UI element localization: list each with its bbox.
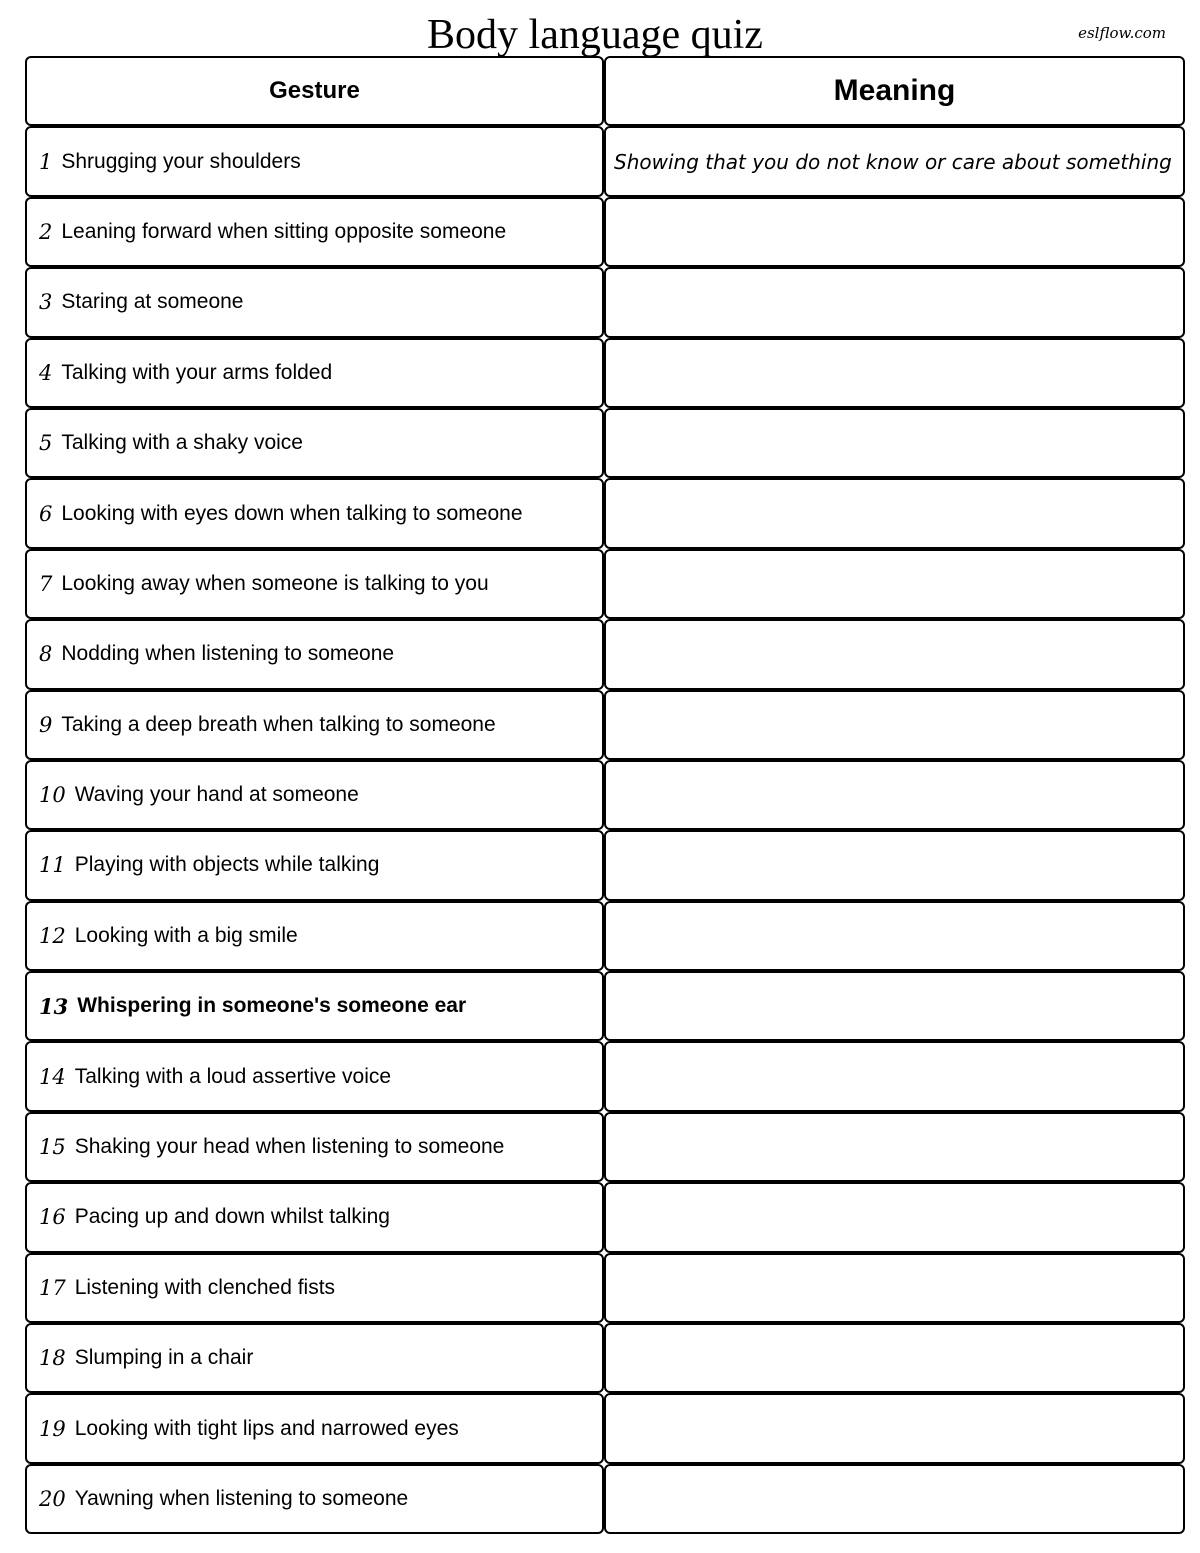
table-row — [25, 690, 1185, 760]
meaning-cell[interactable] — [604, 1112, 1185, 1182]
gesture-text: Looking away when someone is talking to you — [61, 571, 489, 595]
gesture-cell — [25, 1182, 604, 1252]
table-row — [25, 338, 1185, 408]
meaning-cell[interactable] — [604, 901, 1185, 971]
table-row — [25, 478, 1185, 548]
gesture-text: Listening with clenched fists — [74, 1275, 336, 1299]
gesture-text: Whispering in someone's someone ear — [77, 994, 467, 1018]
table-row — [25, 549, 1185, 619]
gesture-text: Looking with a big smile — [74, 923, 298, 947]
table-row — [25, 197, 1185, 267]
table-row — [25, 267, 1185, 337]
quiz-table — [25, 56, 1185, 1534]
table-row — [25, 1253, 1185, 1323]
item-number: 9 — [39, 712, 53, 737]
gesture-cell — [25, 549, 604, 619]
gesture-text: Talking with a shaky voice — [61, 431, 303, 455]
table-row — [25, 1393, 1185, 1463]
gesture-cell — [25, 1323, 604, 1393]
item-number: 2 — [39, 219, 53, 244]
gesture-cell — [25, 1464, 604, 1534]
table-row — [25, 1464, 1185, 1534]
item-number: 15 — [39, 1135, 66, 1160]
item-number: 3 — [39, 290, 53, 315]
gesture-cell — [25, 478, 604, 548]
meaning-cell[interactable] — [604, 690, 1185, 760]
gesture-text: Shrugging your shoulders — [61, 149, 301, 173]
meaning-cell[interactable] — [604, 478, 1185, 548]
table-row — [25, 1182, 1185, 1252]
gesture-cell — [25, 1393, 604, 1463]
gesture-text: Talking with your arms folded — [61, 360, 333, 384]
gesture-text: Yawning when listening to someone — [74, 1487, 409, 1510]
table-row — [25, 126, 1185, 196]
item-number: 11 — [39, 853, 66, 878]
gesture-cell — [25, 901, 604, 971]
item-number: 1 — [39, 149, 53, 174]
gesture-text: Leaning forward when sitting opposite someone — [61, 219, 507, 243]
item-number: 13 — [39, 993, 69, 1019]
gesture-text: Pacing up and down whilst talking — [74, 1205, 390, 1229]
gesture-text: Playing with objects while talking — [74, 853, 380, 877]
gesture-text: Waving your hand at someone — [74, 783, 359, 807]
item-number: 6 — [39, 501, 53, 526]
item-number: 5 — [39, 431, 53, 456]
gesture-cell — [25, 197, 604, 267]
item-number: 4 — [39, 360, 53, 385]
meaning-cell[interactable] — [604, 1464, 1185, 1534]
gesture-text: Taking a deep breath when talking to someone — [61, 712, 496, 736]
item-number: 18 — [39, 1346, 66, 1371]
meaning-cell[interactable] — [604, 760, 1185, 830]
site-watermark: eslflow.com — [1078, 24, 1166, 42]
table-row — [25, 901, 1185, 971]
item-number: 8 — [39, 642, 53, 667]
gesture-cell — [25, 619, 604, 689]
table-row — [25, 1112, 1185, 1182]
table-row — [25, 408, 1185, 478]
item-number: 16 — [39, 1205, 66, 1230]
gesture-cell — [25, 690, 604, 760]
gesture-cell — [25, 1112, 604, 1182]
meaning-cell[interactable] — [604, 197, 1185, 267]
meaning-cell[interactable] — [604, 1323, 1185, 1393]
table-row — [25, 1041, 1185, 1111]
meaning-cell[interactable] — [604, 267, 1185, 337]
gesture-text: Looking with eyes down when talking to someone — [61, 501, 523, 525]
gesture-text: Staring at someone — [61, 290, 244, 314]
meaning-cell[interactable] — [604, 338, 1185, 408]
meaning-cell[interactable] — [604, 1253, 1185, 1323]
meaning-cell[interactable] — [604, 1393, 1185, 1463]
table-row — [25, 619, 1185, 689]
item-number: 12 — [39, 923, 66, 948]
page-title: Body language quiz — [427, 12, 763, 58]
gesture-header: Gesture — [25, 56, 604, 126]
item-number: 20 — [39, 1487, 66, 1511]
gesture-cell — [25, 830, 604, 900]
table-row — [25, 830, 1185, 900]
gesture-cell — [25, 1253, 604, 1323]
meaning-cell[interactable] — [604, 1041, 1185, 1111]
meaning-cell[interactable] — [604, 408, 1185, 478]
meaning-cell[interactable] — [604, 830, 1185, 900]
table-row — [25, 971, 1185, 1041]
table-row — [25, 1323, 1185, 1393]
gesture-cell — [25, 1041, 604, 1111]
gesture-text: Nodding when listening to someone — [61, 642, 395, 666]
gesture-cell — [25, 971, 604, 1041]
gesture-text: Talking with a loud assertive voice — [74, 1064, 392, 1088]
item-number: 14 — [39, 1064, 66, 1089]
gesture-cell — [25, 760, 604, 830]
gesture-cell — [25, 338, 604, 408]
item-number: 17 — [39, 1275, 66, 1300]
meaning-cell[interactable] — [604, 1182, 1185, 1252]
gesture-cell — [25, 267, 604, 337]
header-row — [25, 56, 1185, 126]
gesture-text: Shaking your head when listening to someone — [74, 1135, 505, 1159]
meaning-cell[interactable] — [604, 549, 1185, 619]
table-row — [25, 760, 1185, 830]
item-number: 7 — [39, 571, 53, 596]
item-number: 19 — [39, 1416, 66, 1441]
gesture-text: Looking with tight lips and narrowed eyes — [74, 1416, 459, 1440]
item-number: 10 — [39, 783, 66, 808]
meaning-cell[interactable] — [604, 971, 1185, 1041]
gesture-text: Slumping in a chair — [74, 1346, 254, 1370]
meaning-header: Meaning — [604, 56, 1185, 126]
gesture-cell — [25, 408, 604, 478]
gesture-cell — [25, 126, 604, 196]
meaning-cell[interactable] — [604, 619, 1185, 689]
meaning-cell[interactable]: Showing that you do not know or care about something — [604, 126, 1185, 196]
